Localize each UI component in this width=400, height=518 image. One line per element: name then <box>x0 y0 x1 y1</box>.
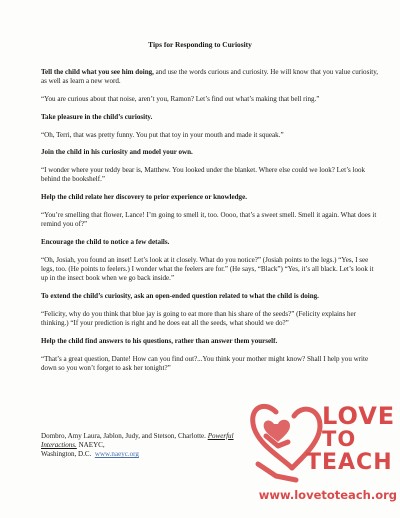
tip-heading <box>41 68 381 86</box>
tip-heading: Join the child in his curiosity and model your own. <box>41 148 193 157</box>
tip-heading-tail: and use the words curious and curiosity. He will know that you value curiosity, as well as learn a new word. <box>41 68 379 86</box>
tip-example: “I wonder where your teddy bear is, Matthew. You looked under the blanket. Where else could we look? Let’s look behind the bookshelf.” <box>41 166 366 184</box>
tip-example: “You’re smelling that flower, Lance! I’m going to smell it, too. Oooo, that’s a sweet smell. Smell it again. What does it remind you of?” <box>41 210 377 229</box>
tip-heading: Take pleasure in the child’s curiosity. <box>41 112 153 121</box>
tip-example: “Felicity, why do you think that blue jay is going to eat more than his share of the seeds?” (Felicity explains her thinking.) “If your prediction is right and he does eat all the seeds, what should we do?” <box>41 309 357 327</box>
citation-place: Washington, D.C. <box>41 450 92 459</box>
tip-example: “Oh, Josiah, you found an inset! Let’s look at it closely. What do you notice?” (Josiah points to the legs.) “Yes, I see legs, too. (He points to feelers.) I wonder what the feelers are for.” (He says, “Black”) “Yes, it’s all black. Let’s look it up in the insect book when we go back inside.” <box>41 255 374 283</box>
tips-body <box>41 68 381 382</box>
logo-teach: TEACH <box>306 450 393 475</box>
tip-heading: Help the child find answers to his questions, rather than answer them yourself. <box>41 336 278 345</box>
citation-work: Powerful Interactions. <box>41 432 234 450</box>
citation-publisher: NAEYC, <box>78 441 105 450</box>
tip-heading: Encourage the child to notice a few details. <box>41 237 170 246</box>
logo-love: LOVE <box>322 402 396 430</box>
logo-to: TO <box>322 427 357 451</box>
tip-example: “Oh, Terri, that was pretty funny. You put that toy in your mouth and made it squeak.” <box>41 130 284 139</box>
citation-authors: Dombro, Amy Laura, Jablon, Judy, and Stetson, Charlotte. <box>41 432 206 440</box>
tip-heading: To extend the child’s curiosity, ask an open-ended question related to what the child is doing. <box>41 291 319 300</box>
watermark-url[interactable]: www.lovetoteach.org <box>258 488 397 502</box>
citation-url[interactable]: www.naeyc.org <box>94 450 139 459</box>
tip-example: “You are curious about that noise, aren’t you, Ramon? Let’s find out what’s making that bell ring.” <box>41 95 320 103</box>
tip-heading: Help the child relate her discovery to prior experience or knowledge. <box>41 193 247 202</box>
tip-heading-bold: Tell the child what you see him doing, <box>41 68 154 76</box>
citation <box>41 432 241 460</box>
page-title: Tips for Responding to Curiosity <box>148 40 252 49</box>
tip-example: “That’s a great question, Dante! How can you find out?...You think your mother might know? Shall I help you write down so you won’t forget to ask her tonight?” <box>41 354 369 372</box>
